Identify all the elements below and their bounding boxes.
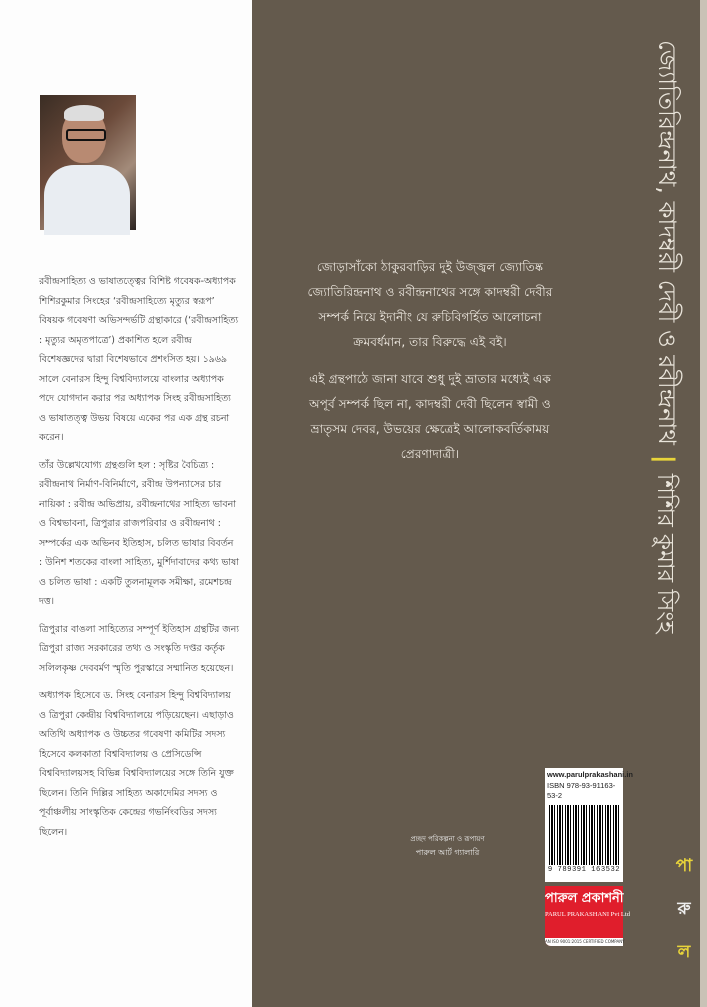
publisher-name-en: PARUL PRAKASHANI Pvt Ltd — [545, 911, 630, 918]
publisher-logo — [545, 886, 630, 946]
isbn-text: ISBN 978-93-91163-53-2 — [547, 781, 616, 800]
cover-credits — [395, 832, 500, 860]
barcode-icon — [549, 805, 619, 865]
publisher-url: www.parulprakashani.in — [547, 770, 633, 779]
mark-char: রু — [677, 899, 691, 919]
publisher-certification: AN ISO 9001:2015 CERTIFIED COMPANY — [545, 939, 625, 944]
spine-publisher-mark — [672, 845, 696, 974]
mark-char: পা — [675, 856, 693, 876]
isbn-barcode-block — [545, 768, 633, 882]
spine-title: জ্যোতিরিন্দ্রনাথ, কাদম্বরী দেবী ও রবীন্দ্রনাথ — [653, 40, 681, 445]
spine — [640, 40, 690, 830]
credits-label: প্রচ্ছদ পরিকল্পনা ও রূপায়ণ — [410, 835, 485, 843]
publisher-name-bn: পারুল প্রকাশনী — [545, 891, 624, 906]
blurb-paragraph: জোড়াসাঁকো ঠাকুরবাড়ির দুই উজ্জ্বল জ্যোতিষ্ক জ্যোতিরিন্দ্রনাথ ও রবীন্দ্রনাথের সঙ্গে কাদম্বরী দেবীর সম্পর্ক নিয়ে ইদানীং যে রুচিবিগর্হিত আলোচনা ক্রমবর্ধমান, তার বিরুদ্ধে এই বই। — [307, 260, 553, 349]
blurb-paragraph: এই গ্রন্থপাঠে জানা যাবে শুধু দুই ভ্রাতার মধ্যেই এক অপূর্ব সম্পর্ক ছিল না, কাদম্বরী দেবী ছিলেন স্বামী ও ভ্রাতৃসম দেবর, উভয়ের ক্ষেত্রেই আলোকবর্তিকাময় প্রেরণাদাত্রী। — [309, 372, 551, 461]
author-bio — [39, 272, 239, 842]
bio-paragraph: ত্রিপুরার বাঙলা সাহিত্যের সম্পূর্ণ ইতিহাস গ্রন্থটির জন্য ত্রিপুরা রাজ্য সরকারের তথ্য ও সংস্কৃতি দপ্তর কর্তৃক সলিলকৃষ্ণ দেববর্মণ স্মৃতি পুরস্কারে সম্মানিত হয়েছেন। — [39, 623, 239, 674]
barcode-number: 9 789391 163532 — [547, 866, 621, 874]
bio-paragraph: অধ্যাপক হিসেবে ড. সিংহ বেনারস হিন্দু বিশ্ববিদ্যালয় ও ত্রিপুরা কেন্দ্রীয় বিশ্ববিদ্যালয়ে পড়িয়েছেন। এছাড়াও অতিথি অধ্যাপক ও উচ্চতর গবেষণা কমিটির সদস্য হিসেবে কলকাতা বিশ্ববিদ্যালয় ও প্রেসিডেন্সি বিশ্ববিদ্যালয়সহ বিভিন্ন বিশ্ববিদ্যালয়ের সঙ্গে তিনি যুক্ত ছিলেন। তিনি দিল্লির সাহিত্য অকাদেমির সদস্য ও পূর্বাঞ্চলীয় সাংস্কৃতিক কেন্দ্রের গভর্নিংবডির সদস্য ছিলেন। — [39, 690, 234, 838]
back-flap-panel — [0, 0, 252, 1007]
spine-separator: | — [651, 454, 679, 464]
bio-paragraph: রবীন্দ্রসাহিত্য ও ভাষাতত্ত্বের বিশিষ্ট গবেষক-অধ্যাপক শিশিরকুমার সিংহের ‘রবীন্দ্রসাহিত্যে মৃত্যুর স্বরূপ’ বিষয়ক গবেষণা অভিসন্দর্ভটি গ্রন্থাকারে (‘রবীন্দ্রসাহিত্য : মৃত্যুর অমৃতপাত্রে’) প্রকাশিত হলে রবীন্দ্র বিশেষজ্ঞদের দ্বারা বিশেষভাবে প্রশংসিত হয়। ১৯৬৯ সালে বেনারস হিন্দু বিশ্ববিদ্যালয়ে বাংলার অধ্যাপক পদে যোগদান করার পর অধ্যাপক সিংহ রবীন্দ্রসাহিত্য ও ভাষাতত্ত্ব উভয় বিষয়ে একের পর এক গ্রন্থ রচনা করেন। — [39, 276, 239, 443]
blurb — [300, 255, 560, 479]
bio-paragraph: তাঁর উল্লেখযোগ্য গ্রন্থগুলি হল : সৃষ্টির বৈচিত্র্য : রবীন্দ্রনাথ নির্মাণ-বিনির্মাণে, রবীন্দ্র উপন্যাসের চার নায়িকা : রবীন্দ্র অভিপ্রায়, রবীন্দ্রনাথের সাহিত্য ভাবনা ও বিশ্বভাবনা, ত্রিপুরার রাজপরিবার ও রবীন্দ্রনাথ : সম্পর্কের এক অভিনব ইতিহাস, চলিত ভাষার বিবর্তন : উনিশ শতকের বাংলা সাহিত্য, মুর্শিদাবাদের কথ্য ভাষা ও চলিত ভাষা : একটি তুলনামূলক সমীক্ষা, রমেশচন্দ্র দত্ত। — [39, 459, 239, 607]
author-photo — [40, 95, 136, 230]
spine-author: শিশির কুমার সিংহ — [652, 473, 679, 634]
credits-name: পারুল আর্ট গ্যালারি — [415, 848, 480, 857]
mark-char: ল — [677, 942, 691, 962]
cover-edge — [700, 0, 707, 1007]
